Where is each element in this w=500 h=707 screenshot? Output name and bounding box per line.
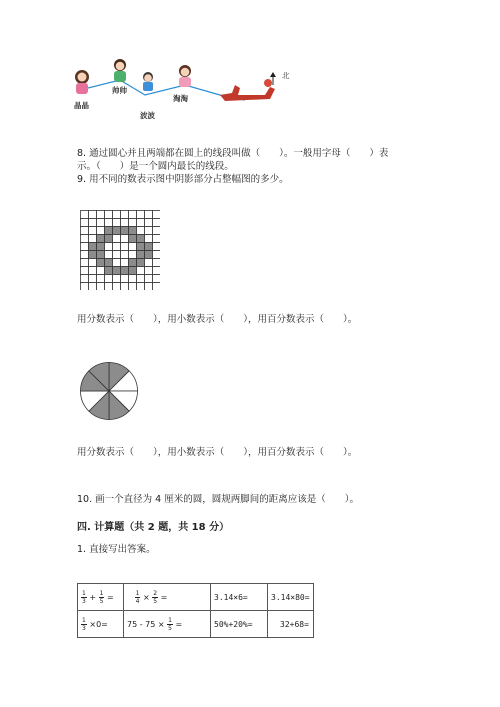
- grid-cell: [97, 243, 105, 251]
- grid-cell: [105, 235, 113, 243]
- grid-cell: [145, 259, 153, 267]
- grid-cell: [129, 275, 137, 283]
- section-4-heading: 四. 计算题（共 2 题，共 18 分）: [77, 522, 230, 533]
- grid-cell: [153, 267, 161, 275]
- calc-row-1: [78, 584, 314, 611]
- fraction: $\frac{2}{5}$: [153, 589, 158, 605]
- grid-cell: [145, 283, 153, 291]
- grid-cell: [113, 211, 121, 219]
- grid-cell: [153, 227, 161, 235]
- grid-cell: [145, 243, 153, 251]
- grid-cell: [81, 275, 89, 283]
- calc-table: [77, 583, 314, 638]
- grid-cell: [105, 283, 113, 291]
- grid-cell: [113, 227, 121, 235]
- grid-cell: [89, 267, 97, 275]
- kid-label-bobo: 波波: [140, 111, 155, 120]
- grid-cell: [137, 283, 145, 291]
- grid-cell: [105, 227, 113, 235]
- grid-cell: [105, 251, 113, 259]
- grid-cell: [129, 235, 137, 243]
- grid-cell: [97, 283, 105, 291]
- grid-cell: [105, 267, 113, 275]
- grid-cell: [153, 211, 161, 219]
- grid-cell: [145, 251, 153, 259]
- grid-cell: [137, 259, 145, 267]
- grid-cell: [97, 235, 105, 243]
- grid-cell: [121, 235, 129, 243]
- grid-cell: [137, 251, 145, 259]
- calc-cell-r2c3: 50%+20%=: [211, 611, 268, 638]
- grid-cell: [81, 259, 89, 267]
- grid-cell: [145, 267, 153, 275]
- kid-label-taotao: 淘淘: [173, 94, 188, 103]
- grid-cell: [89, 251, 97, 259]
- fraction: $\frac{1}{5}$: [99, 589, 104, 605]
- north-label: 北: [282, 71, 290, 80]
- fraction: $\frac{1}{5}$: [168, 616, 172, 632]
- grid-cell: [121, 227, 129, 235]
- grid-cell: [145, 227, 153, 235]
- grid-cell: [153, 251, 161, 259]
- grid-cell: [145, 219, 153, 227]
- fraction: $\frac{1}{3}$: [82, 589, 86, 605]
- calc-row-2: [78, 611, 314, 638]
- calc-cell-r1c2: $\frac{1}{4}$ × $\frac{2}{5}$ =: [124, 584, 211, 611]
- grid-cell: [97, 211, 105, 219]
- grid-cell: [113, 243, 121, 251]
- grid-cell: [137, 275, 145, 283]
- q9-title: 9. 用不同的数表示图中阴影部分占整幅图的多少。: [77, 174, 289, 185]
- grid-cell: [113, 251, 121, 259]
- grid-cell: [105, 211, 113, 219]
- grid-cell: [105, 243, 113, 251]
- grid-cell: [121, 267, 129, 275]
- grid-cell: [81, 267, 89, 275]
- grid-cell: [145, 235, 153, 243]
- grid-cell: [97, 259, 105, 267]
- grid-cell: [121, 219, 129, 227]
- grid-cell: [121, 243, 129, 251]
- grid-cell: [121, 283, 129, 291]
- grid-cell: [153, 219, 161, 227]
- grid-cell: [89, 259, 97, 267]
- kid-label-jingjing: 晶晶: [74, 101, 89, 110]
- grid-cell: [97, 275, 105, 283]
- grid-cell: [113, 275, 121, 283]
- figure-lines: [70, 55, 280, 125]
- shaded-circle: [79, 361, 139, 421]
- q10-text: 10. 画一个直径为 4 厘米的圆，圆规两脚间的距离应该是（ ）。: [77, 494, 359, 505]
- grid-cell: [81, 219, 89, 227]
- q1-title: 1. 直接写出答案。: [77, 544, 156, 555]
- grid-cell: [145, 211, 153, 219]
- shaded-grid-figure: [80, 210, 160, 294]
- grid-cell: [145, 275, 153, 283]
- grid-cell: [153, 235, 161, 243]
- grid-cell: [121, 275, 129, 283]
- grid-cell: [129, 219, 137, 227]
- fraction: $\frac{1}{4}$: [135, 589, 140, 605]
- grid-cell: [121, 211, 129, 219]
- grid-cell: [121, 259, 129, 267]
- direction-figure: [70, 55, 280, 125]
- q9-answer-line-1: 用分数表示（ ），用小数表示（ ），用百分数表示（ ）。: [77, 314, 358, 325]
- grid-cell: [81, 235, 89, 243]
- grid-cell: [113, 259, 121, 267]
- calc-cell-r2c1: $\frac{1}{3}$ ×0=: [78, 611, 124, 638]
- q8-line2: 示。（ ）是一个圆内最长的线段。: [77, 161, 234, 172]
- grid-cell: [137, 243, 145, 251]
- grid-cell: [121, 251, 129, 259]
- shaded-grid: [80, 210, 160, 290]
- grid-cell: [89, 227, 97, 235]
- grid-cell: [105, 259, 113, 267]
- grid-cell: [105, 219, 113, 227]
- grid-cell: [89, 243, 97, 251]
- q8-line1: 8. 通过圆心并且两端都在圆上的线段叫做（ ）。一般用字母（ ）表: [77, 148, 389, 159]
- grid-cell: [137, 211, 145, 219]
- kid-label-shuaishuai: 帅帅: [112, 86, 127, 95]
- grid-cell: [97, 251, 105, 259]
- grid-cell: [81, 251, 89, 259]
- q9-answer-line-2: 用分数表示（ ），用小数表示（ ），用百分数表示（ ）。: [77, 447, 358, 458]
- grid-cell: [113, 219, 121, 227]
- grid-cell: [137, 219, 145, 227]
- grid-cell: [153, 259, 161, 267]
- grid-cell: [113, 267, 121, 275]
- grid-cell: [137, 227, 145, 235]
- fraction: $\frac{1}{3}$: [82, 616, 86, 632]
- grid-cell: [97, 267, 105, 275]
- calc-cell-r1c4: 3.14×80=: [268, 584, 314, 611]
- grid-cell: [129, 259, 137, 267]
- north-arrow: [268, 68, 298, 88]
- grid-cell: [129, 211, 137, 219]
- grid-cell: [129, 243, 137, 251]
- calc-cell-r1c3: 3.14×6=: [211, 584, 268, 611]
- shaded-circle-figure: [79, 361, 139, 425]
- grid-cell: [129, 227, 137, 235]
- calc-cell-r1c1: $\frac{1}{3}$ + $\frac{1}{5}$ =: [78, 584, 124, 611]
- grid-cell: [105, 275, 113, 283]
- grid-cell: [81, 283, 89, 291]
- grid-cell: [97, 227, 105, 235]
- grid-cell: [89, 211, 97, 219]
- grid-cell: [81, 211, 89, 219]
- grid-cell: [89, 283, 97, 291]
- grid-cell: [137, 267, 145, 275]
- grid-cell: [89, 235, 97, 243]
- grid-cell: [129, 267, 137, 275]
- grid-cell: [81, 243, 89, 251]
- grid-cell: [153, 275, 161, 283]
- grid-cell: [97, 219, 105, 227]
- grid-cell: [129, 251, 137, 259]
- calc-cell-r2c2: 75 - 75 × $\frac{1}{5}$ =: [124, 611, 211, 638]
- grid-cell: [153, 243, 161, 251]
- grid-cell: [81, 227, 89, 235]
- grid-cell: [137, 235, 145, 243]
- grid-cell: [113, 283, 121, 291]
- grid-cell: [153, 283, 161, 291]
- grid-cell: [129, 283, 137, 291]
- grid-cell: [89, 219, 97, 227]
- calc-cell-r2c4: 32+68=: [268, 611, 314, 638]
- north-arrow-icon: [268, 72, 282, 86]
- grid-cell: [89, 275, 97, 283]
- grid-cell: [113, 235, 121, 243]
